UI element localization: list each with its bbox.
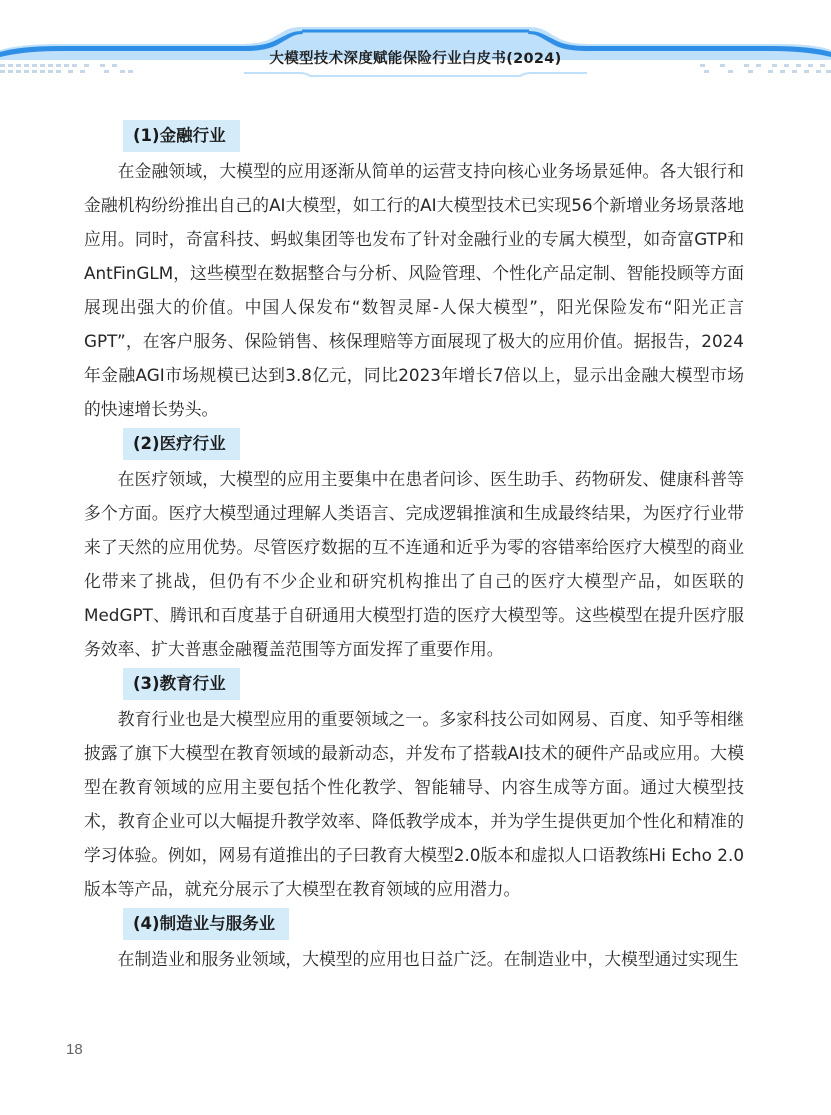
header-banner-graphic bbox=[0, 0, 831, 90]
section-heading: (2)医疗行业 bbox=[123, 428, 240, 460]
section-heading: (3)教育行业 bbox=[123, 668, 240, 700]
header-title: 大模型技术深度赋能保险行业白皮书(2024) bbox=[269, 51, 562, 67]
section-education bbox=[84, 666, 744, 906]
section-manufacturing bbox=[84, 906, 744, 976]
section-heading: (1)金融行业 bbox=[123, 120, 240, 152]
section-paragraph: 在制造业和服务业领域，大模型的应用也日益广泛。在制造业中，大模型通过实现生 bbox=[117, 949, 739, 969]
section-paragraph: 在金融领域，大模型的应用逐渐从简单的运营支持向核心业务场景延伸。各大银行和金融机构纷纷推出自己的AI大模型，如工行的AI大模型技术已实现56个新增业务场景落地应用。同时，奇富科技、蚂蚁集团等也发布了针对金融行业的专属大模型，如奇富GTP和AntFinGLM，这些模型在数据整合与分析、风险管理、个性化产品定制、智能投顾等方面展现出强大的价值。中国人保发布“数智灵犀-人保大模型”，阳光保险发布“阳光正言GPT”，在客户服务、保险销售、核保理赔等方面展现了极大的应用价值。据报告，2024年金融AGI市场规模已达到3.8亿元，同比2023年增长7倍以上，显示出金融大模型市场的快速增长势头。 bbox=[84, 161, 744, 419]
section-medical bbox=[84, 426, 744, 666]
section-heading: (4)制造业与服务业 bbox=[123, 908, 289, 940]
section-paragraph: 教育行业也是大模型应用的重要领域之一。多家科技公司如网易、百度、知乎等相继披露了旗下大模型在教育领域的最新动态，并发布了搭载AI技术的硬件产品或应用。大模型在教育领域的应用主要包括个性化教学、智能辅导、内容生成等方面。通过大模型技术，教育企业可以大幅提升教学效率、降低教学成本，并为学生提供更加个性化和精准的学习体验。例如，网易有道推出的子曰教育大模型2.0版本和虚拟人口语教练Hi Echo 2.0版本等产品，就充分展示了大模型在教育领域的应用潜力。 bbox=[84, 709, 744, 899]
section-paragraph: 在医疗领域，大模型的应用主要集中在患者问诊、医生助手、药物研发、健康科普等多个方面。医疗大模型通过理解人类语言、完成逻辑推演和生成最终结果，为医疗行业带来了天然的应用优势。尽管医疗数据的互不连通和近乎为零的容错率给医疗大模型的商业化带来了挑战，但仍有不少企业和研究机构推出了自己的医疗大模型产品，如医联的MedGPT、腾讯和百度基于自研通用大模型打造的医疗大模型等。这些模型在提升医疗服务效率、扩大普惠金融覆盖范围等方面发挥了重要作用。 bbox=[84, 469, 744, 659]
section-finance bbox=[84, 118, 744, 426]
page-header bbox=[0, 0, 831, 90]
document-body bbox=[84, 118, 744, 976]
page-number: 18 bbox=[66, 1041, 83, 1058]
